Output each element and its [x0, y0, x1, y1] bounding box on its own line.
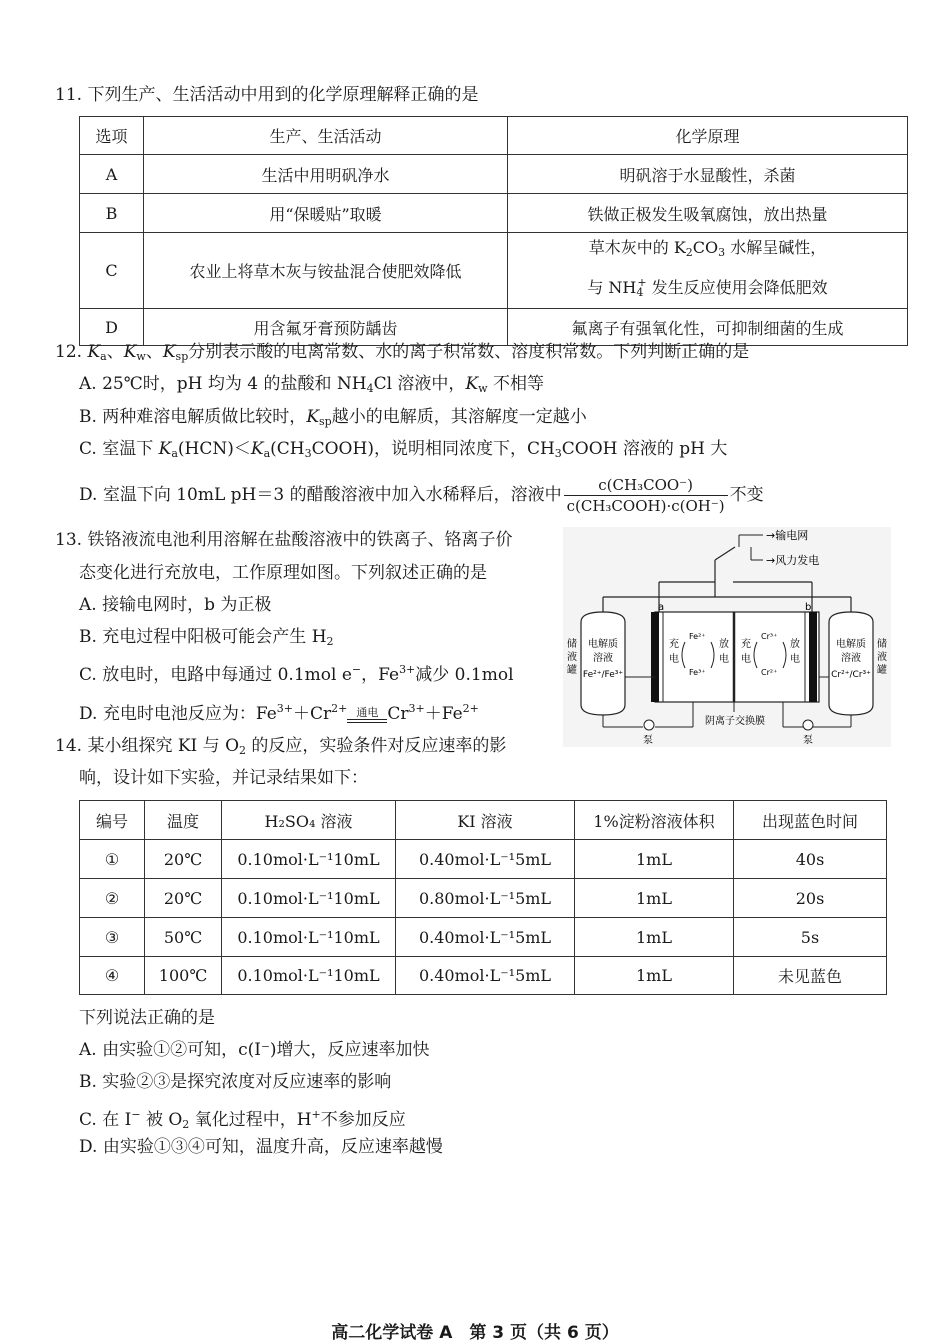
- header-option: 选项: [80, 117, 144, 155]
- table-row: [80, 155, 908, 194]
- svg-text:电: 电: [790, 654, 800, 665]
- table-row: [80, 233, 908, 309]
- cell: ①: [80, 840, 145, 879]
- table-row: [80, 957, 887, 995]
- svg-text:电解质: 电解质: [588, 639, 618, 650]
- q14-stem-line2: 响，设计如下实验，并记录结果如下：: [79, 768, 368, 788]
- q13-option-c: C. 放电时，电路中每通过 0.1mol e−，$Fe^{3+}$减少 0.1mol: [79, 663, 514, 685]
- q14-option-d: D. 由实验①③④可知，温度升高，反应速率越慢: [79, 1137, 443, 1157]
- page-footer: 高二化学试卷 A 第 3 页（共 6 页）: [331, 1323, 619, 1343]
- header-ki: KI 溶液: [396, 801, 575, 840]
- svg-text:Fe²⁺/Fe³⁺: Fe²⁺/Fe³⁺: [582, 670, 624, 680]
- q14-option-b: B. 实验②③是探究浓度对反应速率的影响: [79, 1072, 392, 1092]
- header-principle: 化学原理: [508, 117, 908, 155]
- cell-activity: 用“保暖贴”取暖: [144, 194, 508, 233]
- header-blue-time: 出现蓝色时间: [734, 801, 887, 840]
- tank-label-right: 储液罐: [877, 639, 887, 676]
- svg-text:Cr²⁺: Cr²⁺: [761, 668, 778, 677]
- electrode-b-label: b: [805, 602, 812, 613]
- cell-activity: 农业上将草木灰与铵盐混合使肥效降低: [144, 233, 508, 309]
- equation-arrow: 通电: [347, 707, 387, 723]
- svg-text:电: 电: [669, 654, 679, 665]
- svg-text:放: 放: [790, 639, 800, 650]
- header-starch: 1%淀粉溶液体积: [575, 801, 734, 840]
- svg-text:Cr²⁺/Cr³⁺: Cr²⁺/Cr³⁺: [831, 670, 871, 680]
- svg-text:Cr³⁺: Cr³⁺: [761, 632, 778, 641]
- table-header-row: [80, 801, 887, 840]
- svg-text:电: 电: [719, 654, 729, 665]
- table-row: [80, 194, 908, 233]
- cell-option: B: [80, 194, 144, 233]
- cell: 0.40mol·L⁻¹5mL: [396, 840, 575, 879]
- q14-prompt: 下列说法正确的是: [79, 1008, 215, 1028]
- q12-option-c: C. 室温下 $K_a(HCN)<K_a(CH_3COOH)$，说明相同浓度下，$CH_3COOH$ 溶液的 pH 大: [79, 439, 728, 460]
- q11-table: [79, 116, 908, 346]
- cell-option: C: [80, 233, 144, 309]
- svg-text:Fe²⁺: Fe²⁺: [689, 632, 706, 641]
- cell: 5s: [734, 918, 887, 957]
- cell-option: A: [80, 155, 144, 194]
- header-h2so4: H₂SO₄ 溶液: [222, 801, 396, 840]
- cell: 20s: [734, 879, 887, 918]
- q14-stem-line1: 14. 某小组探究 KI 与 $O_2$ 的反应，实验条件对反应速率的影: [55, 736, 507, 757]
- svg-text:溶液: 溶液: [841, 653, 861, 664]
- svg-text:溶液: 溶液: [593, 653, 613, 664]
- pump-icon: [644, 720, 654, 730]
- q12-stem: 12. $K_a$、$K_w$、$K_{sp}$分别表示酸的电离常数、水的离子积常数、溶度积常数。下列判断正确的是: [55, 342, 750, 363]
- electrode-a: [651, 612, 659, 702]
- cell-principle: 铁做正极发生吸氧腐蚀，放出热量: [508, 194, 908, 233]
- q14-table: [79, 800, 887, 995]
- cell: 0.10mol·L⁻¹10mL: [222, 840, 396, 879]
- cell: ②: [80, 879, 145, 918]
- cell-principle: 草木灰中的 $K_2CO_3$ 水解呈碱性， 与 $NH_4^+$ 发生反应使用会降低肥效: [508, 233, 908, 309]
- pump-label-right: 泵: [803, 735, 813, 746]
- table-row: [80, 918, 887, 957]
- cell: 1mL: [575, 957, 734, 995]
- header-temperature: 温度: [145, 801, 222, 840]
- cell: 0.10mol·L⁻¹10mL: [222, 918, 396, 957]
- cell-activity: 生活中用明矾净水: [144, 155, 508, 194]
- cell: 50℃: [145, 918, 222, 957]
- cell-principle: 明矾溶于水显酸性，杀菌: [508, 155, 908, 194]
- cell: 1mL: [575, 918, 734, 957]
- q13-stem-line1: 13. 铁铬液流电池利用溶解在盐酸溶液中的铁离子、铬离子价: [55, 530, 513, 550]
- cell: 0.10mol·L⁻¹10mL: [222, 879, 396, 918]
- q13-stem-line2: 态变化进行充放电，工作原理如图。下列叙述正确的是: [79, 563, 487, 583]
- svg-text:充: 充: [669, 639, 679, 650]
- cell: ③: [80, 918, 145, 957]
- table-row: [80, 879, 887, 918]
- q12-option-b: B. 两种难溶电解质做比较时，$K_{sp}$越小的电解质，其溶解度一定越小: [79, 407, 587, 428]
- q13-option-d: D. 充电时电池反应为：$Fe^{3+}+Cr^{2+}$ 通电 $Cr^{3+}+Fe^{2+}$: [79, 702, 479, 724]
- q14-option-c: C. 在 I− 被 $O_2$ 氧化过程中，H+不参加反应: [79, 1108, 406, 1131]
- membrane-label: 阴离子交换膜: [705, 716, 765, 727]
- svg-text:电: 电: [741, 654, 751, 665]
- electrode-a-label: a: [658, 602, 665, 613]
- grid-label: →输电网: [766, 529, 809, 542]
- wind-label: →风力发电: [766, 554, 820, 567]
- cell: 0.80mol·L⁻¹5mL: [396, 879, 575, 918]
- pump-label-left: 泵: [643, 735, 653, 746]
- cell-activity: 用含氟牙膏预防龋齿: [144, 309, 508, 346]
- q12-option-a: A. 25℃时，pH 均为 4 的盐酸和 $NH_4Cl$ 溶液中，$K_w$ 不相等: [79, 374, 544, 395]
- cell: 未见蓝色: [734, 957, 887, 995]
- header-activity: 生产、生活活动: [144, 117, 508, 155]
- svg-text:充: 充: [741, 639, 751, 650]
- svg-text:电解质: 电解质: [836, 639, 866, 650]
- cell: 0.10mol·L⁻¹10mL: [222, 957, 396, 995]
- cell: 0.40mol·L⁻¹5mL: [396, 918, 575, 957]
- electrode-b: [809, 612, 817, 702]
- cell: 100℃: [145, 957, 222, 995]
- header-number: 编号: [80, 801, 145, 840]
- pump-icon: [803, 720, 813, 730]
- cell-principle: 氟离子有强氧化性，可抑制细菌的生成: [508, 309, 908, 346]
- svg-text:Fe³⁺: Fe³⁺: [689, 668, 706, 677]
- q11-stem: 11. 下列生产、生活活动中用到的化学原理解释正确的是: [55, 85, 479, 105]
- cell: 20℃: [145, 840, 222, 879]
- q13-option-a: A. 接输电网时，b 为正极: [79, 595, 272, 615]
- cell: 1mL: [575, 879, 734, 918]
- cell: 0.40mol·L⁻¹5mL: [396, 957, 575, 995]
- q14-option-a: A. 由实验①②可知，c(I⁻)增大，反应速率加快: [79, 1040, 430, 1060]
- svg-text:放: 放: [719, 639, 729, 650]
- cell-option: D: [80, 309, 144, 346]
- tank-label-left: 储液罐: [567, 639, 577, 676]
- cell: 20℃: [145, 879, 222, 918]
- table-row: [80, 840, 887, 879]
- q13-option-b: B. 充电过程中阳极可能会产生 $H_2$: [79, 627, 334, 648]
- cell: 40s: [734, 840, 887, 879]
- concentration-fraction: $\frac{\text{c(CH₃COO⁻)}}{\text{c(CH₃COOH)·c(OH⁻)}}$: [564, 475, 728, 516]
- cell: ④: [80, 957, 145, 995]
- flow-battery-diagram: [563, 527, 891, 747]
- table-header-row: [80, 117, 908, 155]
- q12-option-d: D. 室温下向 10mL pH＝3 的醋酸溶液中加入水稀释后，溶液中 $\frac{\text{c(CH₃COO⁻)}}{\text{c(CH₃COOH)·c(OH⁻)}}$ 不变: [79, 476, 764, 515]
- cell: 1mL: [575, 840, 734, 879]
